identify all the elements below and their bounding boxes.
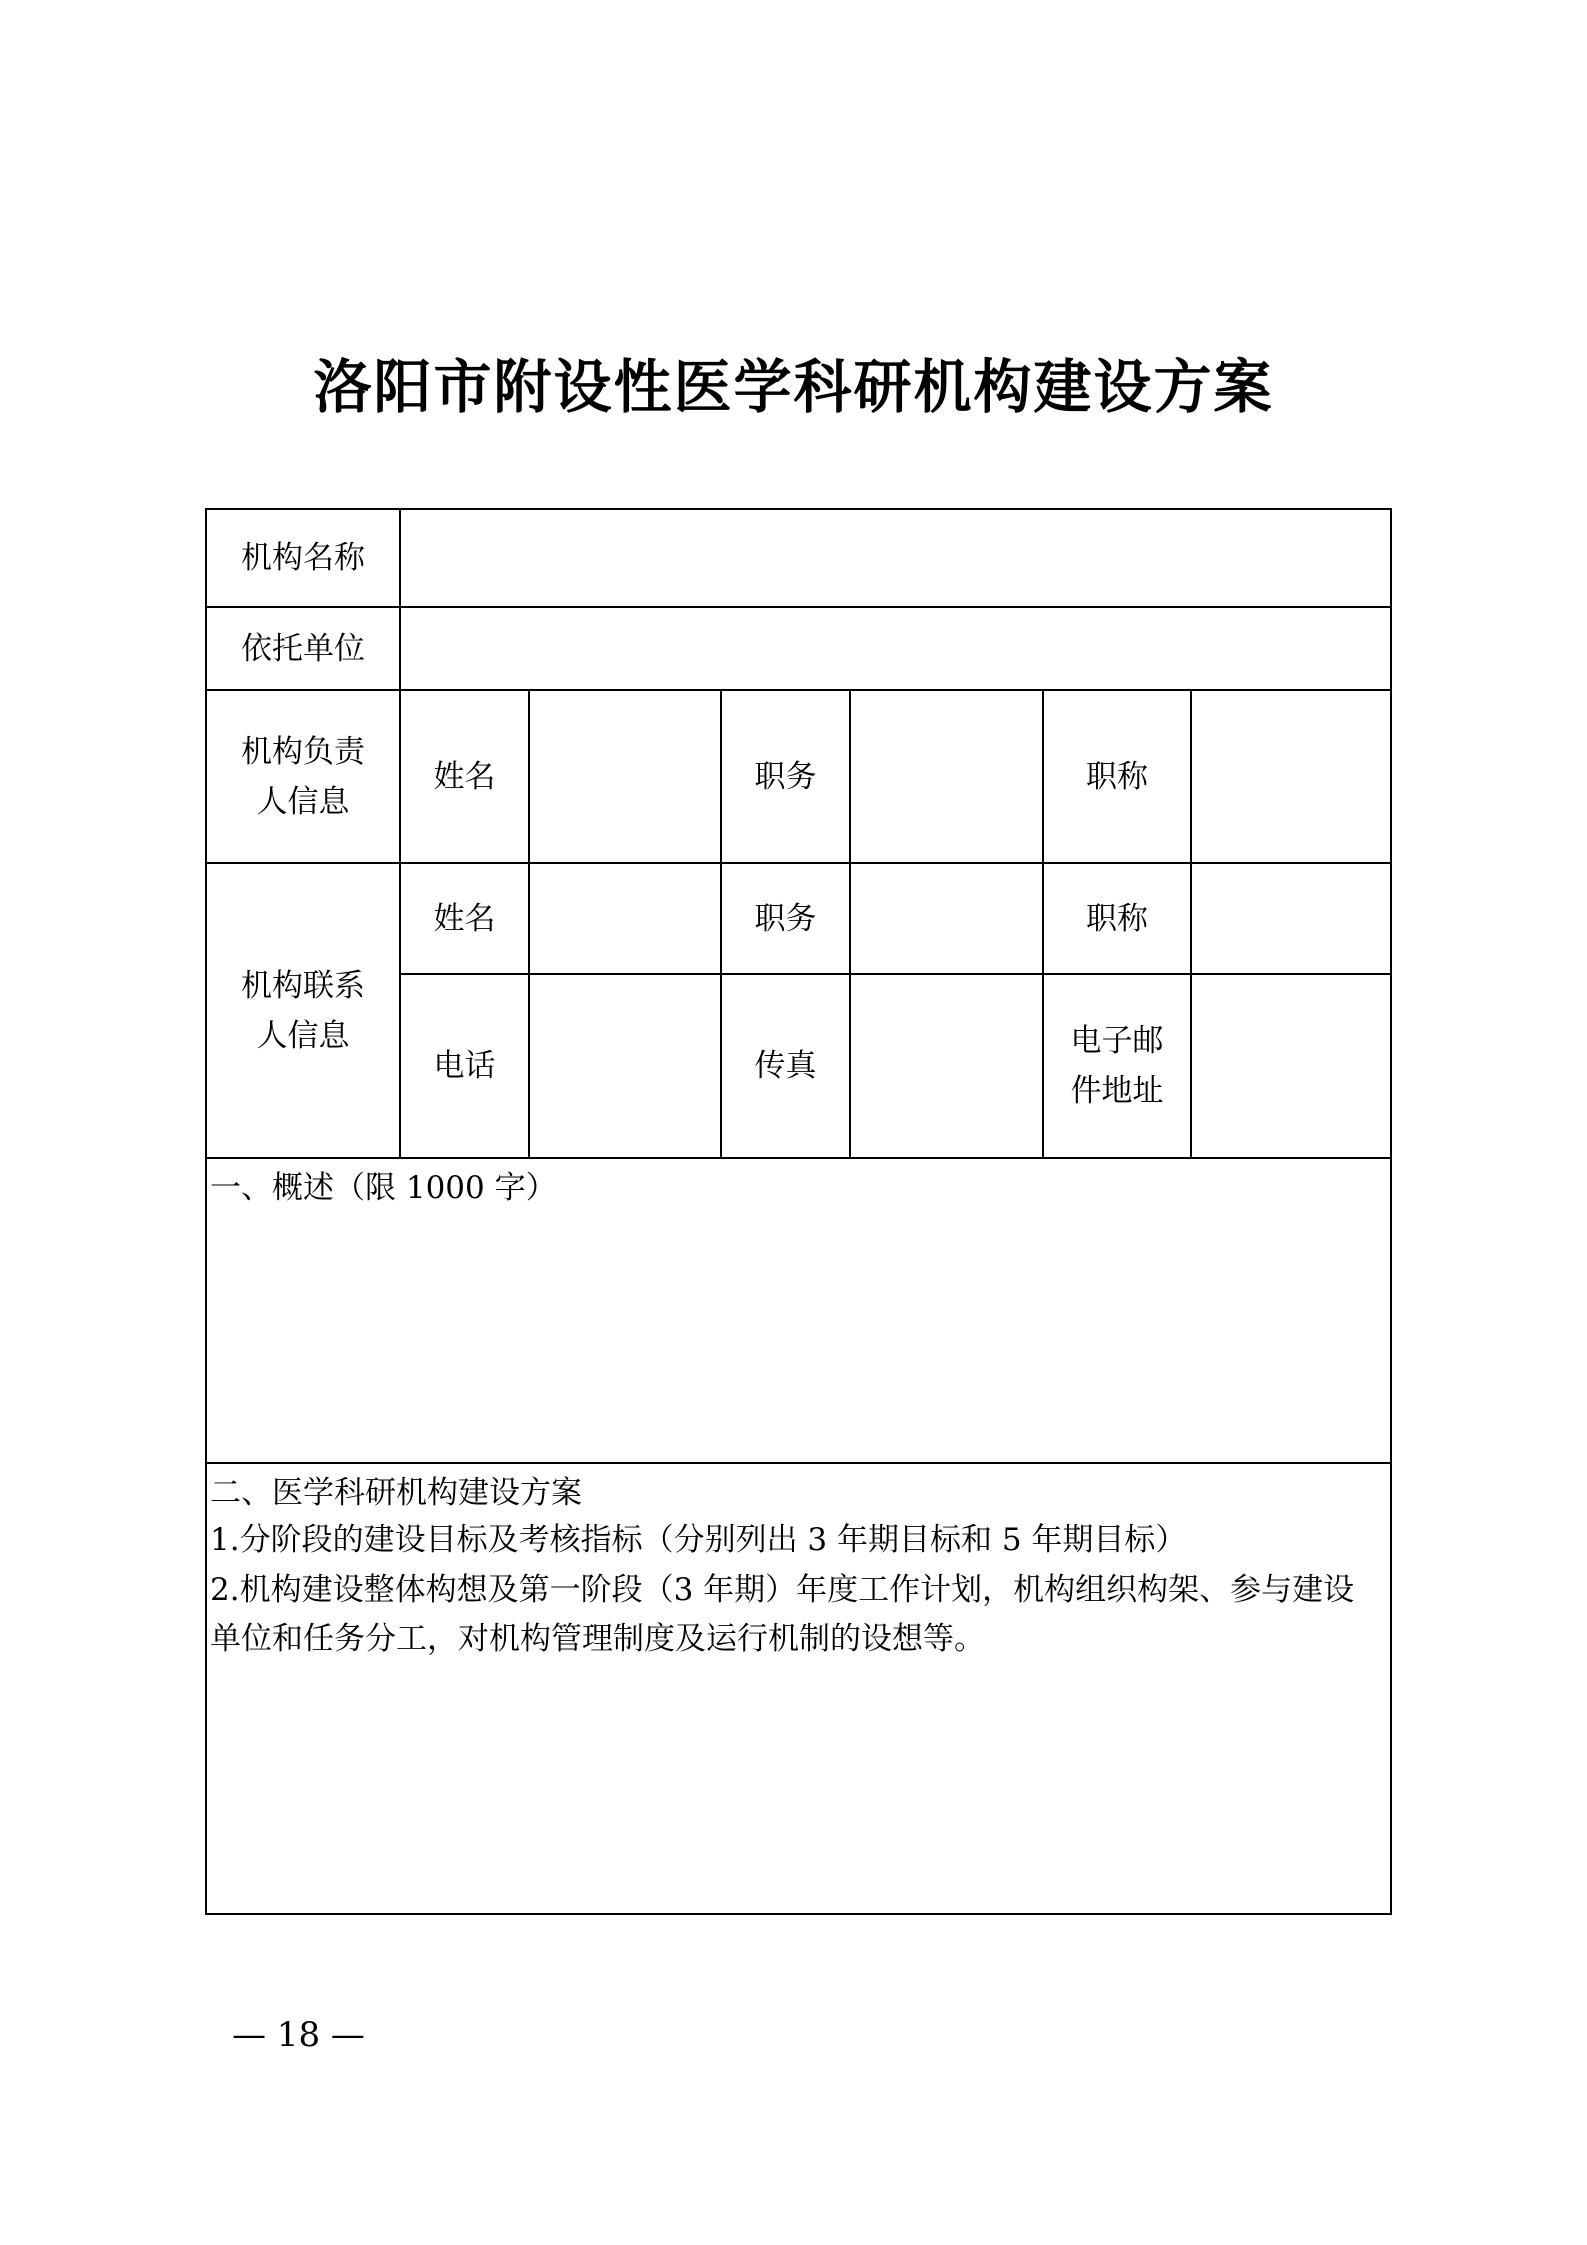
head-info-label [207, 691, 399, 862]
head-name-field[interactable] [530, 691, 720, 862]
head-title-label: 职称 [1086, 758, 1148, 795]
page-title: 洛阳市附设性医学科研机构建设方案 [313, 353, 1274, 421]
section-overview-field[interactable] [207, 1213, 1390, 1462]
contact-phone-label: 电话 [433, 1048, 496, 1084]
section-plan-item-1: 1.分阶段的建设目标及考核指标（分别列出 3 年期目标和 5 年期目标） [210, 1522, 1187, 1558]
contact-email-field[interactable] [1192, 975, 1390, 1157]
host-unit-field[interactable] [401, 608, 1390, 689]
institution-name-field[interactable] [401, 510, 1390, 606]
contact-phone-field[interactable] [530, 975, 720, 1157]
table-border-right [1390, 508, 1392, 1915]
head-position-field[interactable] [851, 691, 1042, 862]
row-divider [205, 1157, 1392, 1159]
section-plan-item-2-line-1: 2.机构建设整体构想及第一阶段（3 年期）年度工作计划，机构组织构架、参与建设 [210, 1572, 1355, 1608]
contact-name-field[interactable] [530, 864, 720, 973]
contact-fax-field[interactable] [851, 975, 1042, 1157]
contact-info-label [207, 864, 399, 1157]
contact-title-field[interactable] [1192, 864, 1390, 973]
section-plan-item-2-line-2: 单位和任务分工，对机构管理制度及运行机制的设想等。 [210, 1621, 985, 1657]
contact-name-label: 姓名 [433, 900, 496, 937]
table-border-bottom [205, 1913, 1392, 1915]
contact-title-label: 职称 [1086, 900, 1148, 937]
page-number: — 18 — [232, 2015, 365, 2055]
head-title-field[interactable] [1192, 691, 1390, 862]
head-position-label: 职务 [754, 758, 817, 795]
section-plan-field[interactable] [207, 1666, 1390, 1913]
section-plan-heading: 二、医学科研机构建设方案 [210, 1475, 582, 1511]
contact-position-label: 职务 [754, 900, 817, 937]
contact-email-label-text: 电子邮件地址 [1070, 1023, 1164, 1109]
head-name-label: 姓名 [433, 758, 496, 795]
row-divider [205, 1462, 1392, 1464]
section-overview-heading: 一、概述（限 1000 字） [210, 1170, 557, 1206]
contact-email-label [1044, 975, 1190, 1157]
institution-name-label: 机构名称 [241, 540, 365, 576]
head-info-label-text: 机构负责人信息 [241, 733, 365, 820]
contact-position-field[interactable] [851, 864, 1042, 973]
contact-info-label-text: 机构联系人信息 [241, 967, 365, 1054]
contact-fax-label: 传真 [754, 1048, 817, 1084]
host-unit-label: 依托单位 [241, 630, 365, 667]
